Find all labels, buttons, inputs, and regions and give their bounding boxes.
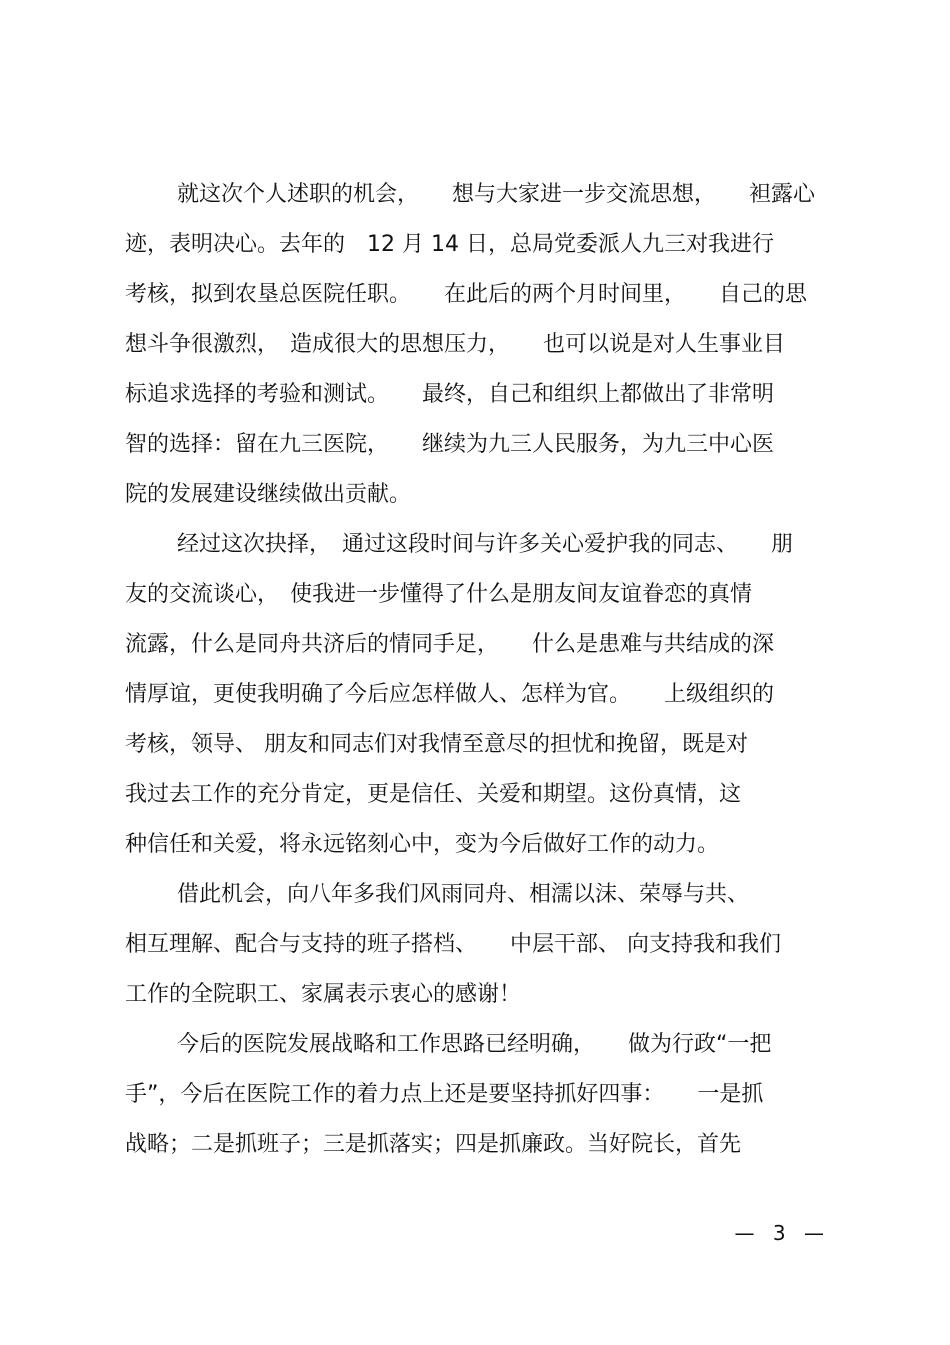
paragraph-2-line-7: 种信任和关爱，将永远铭刻心中，变为今后做好工作的动力。	[125, 832, 720, 857]
paragraph-4-line-2: 手”，今后在医院工作的着力点上还是要坚持抓好四事： 一是抓	[125, 1082, 764, 1107]
paragraph-2-line-5: 考核，领导、 朋友和同志们对我情至意尽的担忧和挽留，既是对	[125, 732, 748, 757]
paragraph-3-line-2: 相互理解、配合与支持的班子搭档、 中层干部、 向支持我和我们	[125, 932, 781, 957]
paragraph-4-line-3: 战略；二是抓班子；三是抓落实；四是抓廉政。当好院长，首先	[125, 1132, 742, 1157]
paragraph-2-line-3: 流露，什么是同舟共济后的情同手足， 什么是患难与共结成的深	[125, 632, 775, 657]
paragraph-3-line-3: 工作的全院职工、家属表示衷心的感谢！	[125, 982, 522, 1007]
paragraph-3-line-1: 借此机会，向八年多我们风雨同舟、相濡以沫、荣辱与共、	[177, 882, 750, 907]
paragraph-1-line-5: 标追求选择的考验和测试。 最终，自己和组织上都做出了非常明	[125, 382, 775, 407]
paragraph-1-line-1: 就这次个人述职的机会， 想与大家进一步交流思想， 袒露心	[177, 182, 816, 207]
paragraph-2-line-4: 情厚谊，更使我明确了今后应怎样做人、怎样为官。 上级组织的	[125, 682, 775, 707]
paragraph-1-line-7: 院的发展建设继续做出贡献。	[125, 482, 412, 507]
paragraph-2-line-6: 我过去工作的充分肯定，更是信任、关爱和期望。这份真情，这	[125, 782, 742, 807]
paragraph-1-line-4: 想斗争很激烈， 造成很大的思想压力， 也可以说是对人生事业目	[125, 332, 786, 357]
paragraph-1-line-3: 考核，拟到农垦总医院任职。 在此后的两个月时间里， 自己的思	[125, 282, 808, 307]
paragraph-4-line-1: 今后的医院发展战略和工作思路已经明确， 做为行政“一把	[177, 1032, 772, 1057]
paragraph-2-line-2: 友的交流谈心， 使我进一步懂得了什么是朋友间友谊眷恋的真情	[125, 582, 753, 607]
body-text	[125, 170, 835, 1170]
paragraph-1-line-2: 迹，表明决心。去年的 12 月 14 日，总局党委派人九三对我进行	[125, 232, 774, 257]
page-number: — 3 —	[734, 1221, 830, 1245]
paragraph-1-line-6: 智的选择：留在九三医院， 继续为九三人民服务，为九三中心医	[125, 432, 775, 457]
paragraph-2-line-1: 经过这次抉择， 通过这段时间与许多关心爱护我的同志、 朋	[177, 532, 794, 557]
